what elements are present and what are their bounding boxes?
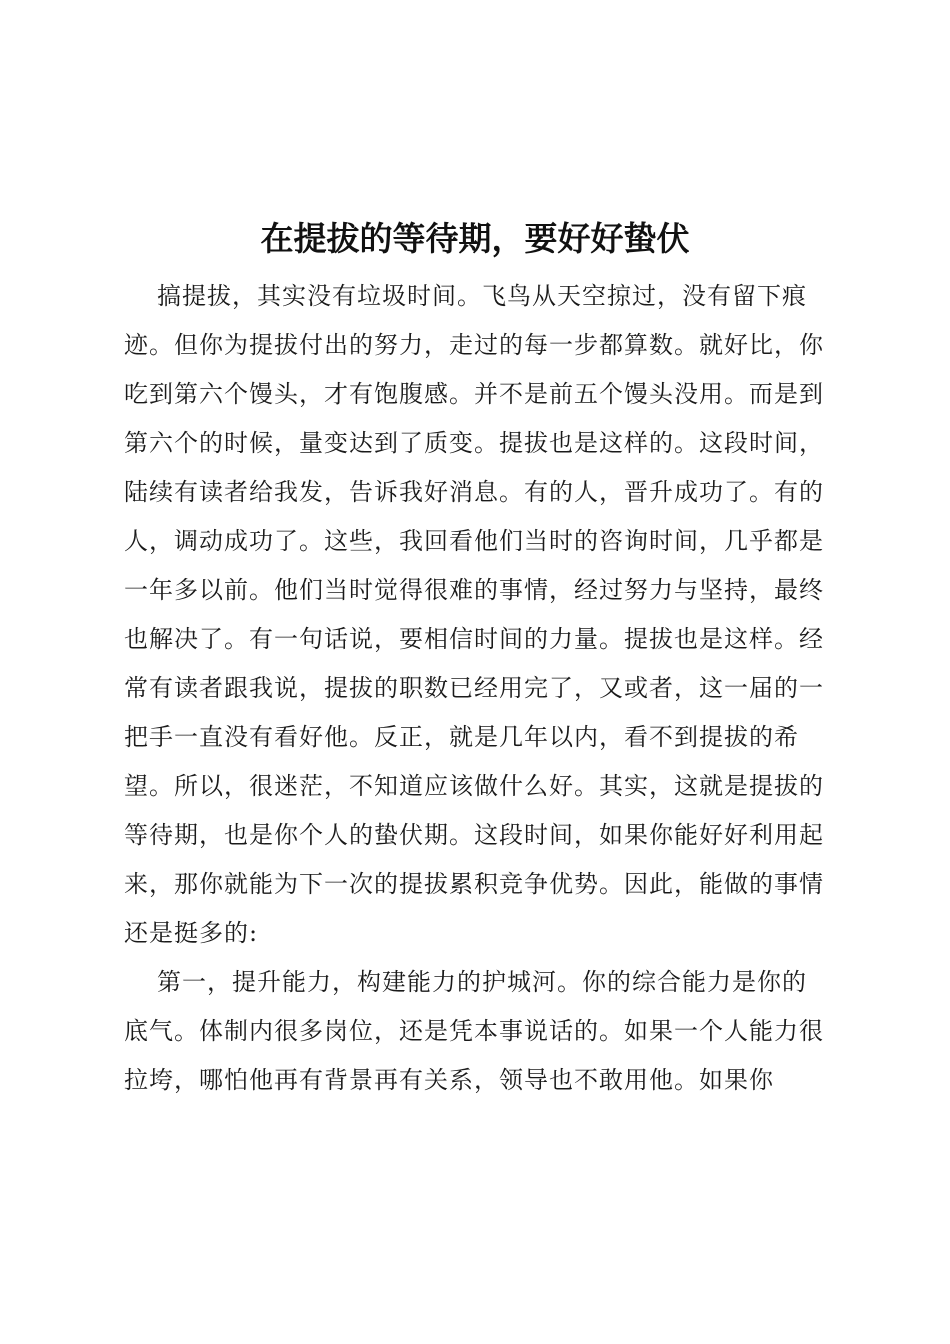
document-body <box>124 272 824 1105</box>
document-title: 在提拔的等待期，要好好蛰伏 <box>260 219 690 258</box>
paragraph-intro: 搞提拔，其实没有垃圾时间。飞鸟从天空掠过，没有留下痕迹。但你为提拔付出的努力，走过的每一步都算数。就好比，你吃到第六个馒头，才有饱腹感。并不是前五个馒头没用。而是到第六个的时候，量变达到了质变。提拔也是这样的。这段时间，陆续有读者给我发，告诉我好消息。有的人，晋升成功了。有的人，调动成功了。这些，我回看他们当时的咨询时间，几乎都是一年多以前。他们当时觉得很难的事情，经过努力与坚持，最终也解决了。有一句话说，要相信时间的力量。提拔也是这样。经常有读者跟我说，提拔的职数已经用完了，又或者，这一届的一把手一直没有看好他。反正，就是几年以内，看不到提拔的希望。所以，很迷茫，不知道应该做什么好。其实，这就是提拔的等待期，也是你个人的蛰伏期。这段时间，如果你能好好利用起来，那你就能为下一次的提拔累积竞争优势。因此，能做的事情还是挺多的: <box>124 282 824 947</box>
paragraph-first-point: 第一，提升能力，构建能力的护城河。你的综合能力是你的底气。体制内很多岗位，还是凭本事说话的。如果一个人能力很拉垮，哪怕他再有背景再有关系，领导也不敢用他。如果你 <box>124 968 824 1094</box>
